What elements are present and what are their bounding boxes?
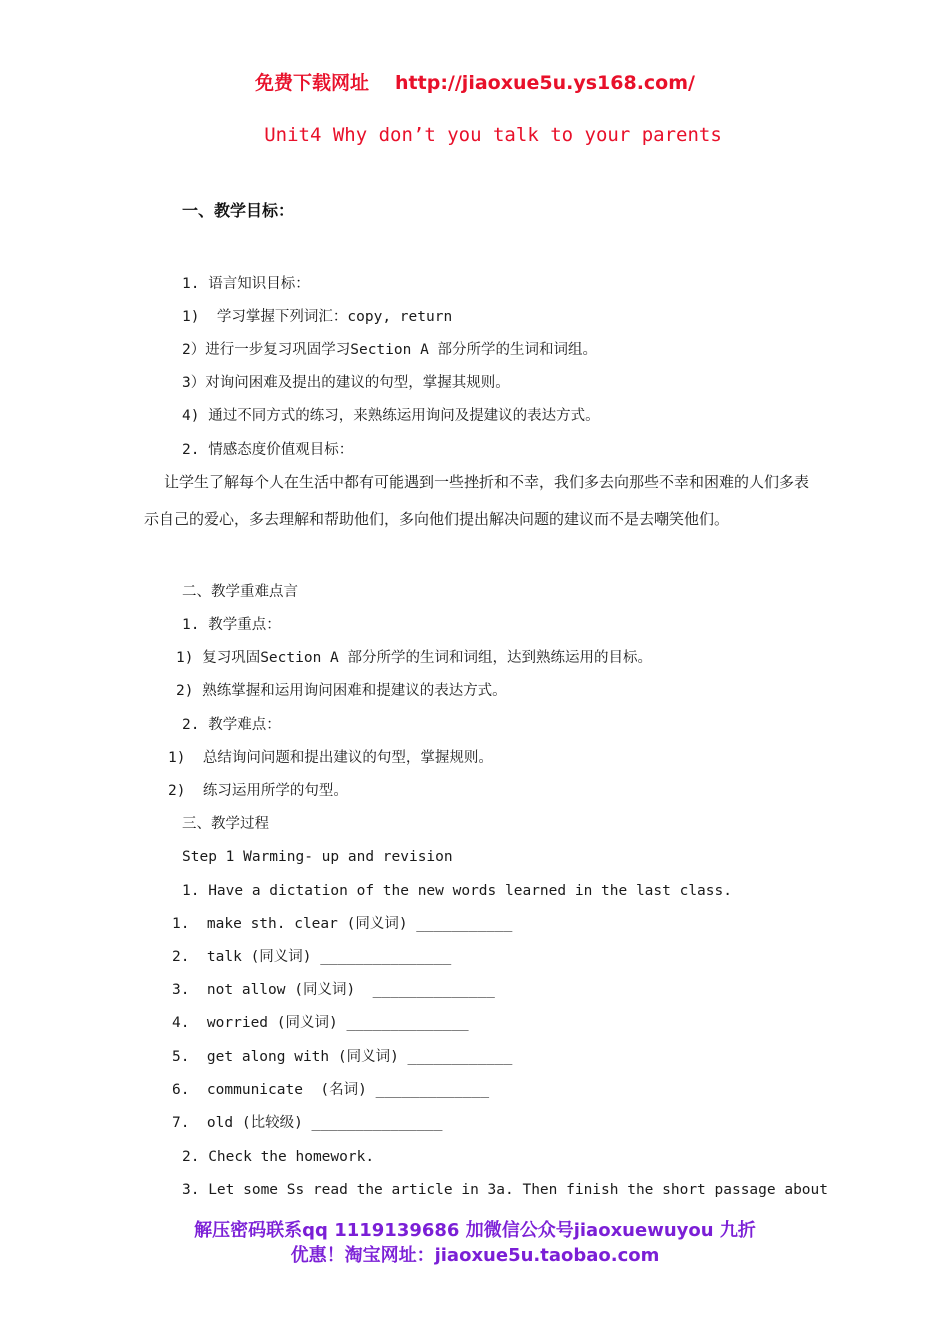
objective-emotion: 2. 情感态度价值观目标： [182,442,354,458]
difficult-point-1: 1) 总结询问问题和提出建议的句型，掌握规则。 [168,750,493,766]
section-heading-key-points: 二、教学重难点言 [182,584,298,600]
download-url-link[interactable]: http://jiaoxue5u.ys168.com/ [395,72,695,94]
objective-item-4: 4) 通过不同方式的练习，来熟练运用询问及提建议的表达方式。 [182,408,600,424]
task-dictation: 1. Have a dictation of the new words learned in the last class. [182,883,732,899]
dictation-item: 1. make sth. clear (同义词) ___________ [172,916,513,932]
objective-language-knowledge: 1. 语言知识目标： [182,276,310,292]
objective-item-2: 2）进行一步复习巩固学习Section A 部分所学的生词和词组。 [182,342,598,358]
dictation-item: 4. worried (同义词) ______________ [172,1015,469,1031]
key-points-label: 1. 教学重点： [182,617,281,633]
task-read-article: 3. Let some Ss read the article in 3a. Then finish the short passage about [182,1182,829,1198]
objective-item-1: 1) 学习掌握下列词汇：copy, return [182,309,453,325]
footer-line-2: 优惠！淘宝网址：jiaoxue5u.taobao.com [290,1245,660,1266]
section-heading-objectives: 一、教学目标： [182,201,295,220]
dictation-item: 2. talk (同义词) _______________ [172,949,452,965]
dictation-item: 7. old (比较级) _______________ [172,1115,443,1131]
dictation-item: 6. communicate (名词) _____________ [172,1082,490,1098]
key-point-1: 1) 复习巩固Section A 部分所学的生词和词组，达到熟练运用的目标。 [176,650,652,666]
key-point-2: 2) 熟练掌握和运用询问困难和提建议的表达方式。 [176,683,507,699]
download-header [0,68,950,95]
objective-item-3: 3）对询问困难及提出的建议的句型，掌握其规则。 [182,375,510,391]
section-heading-process: 三、教学过程 [182,816,269,832]
page-title: Unit4 Why don’t you talk to your parents [264,124,722,146]
dictation-item: 5. get along with (同义词) ____________ [172,1049,513,1065]
contact-footer [0,1218,950,1268]
footer-line-1: 解压密码联系qq 1119139686 加微信公众号jiaoxuewuyou 九折 [194,1220,756,1241]
emotion-paragraph: 让学生了解每个人在生活中都有可能遇到一些挫折和不幸，我们多去向那些不幸和困难的人们多表示自己的爱心，多去理解和帮助他们，多向他们提出解决问题的建议而不是去嘲笑他们。 [144,473,810,528]
difficult-points-label: 2. 教学难点： [182,717,281,733]
step-1-title: Step 1 Warming- up and revision [182,849,453,865]
dictation-item: 3. not allow (同义词) ______________ [172,982,495,998]
difficult-point-2: 2) 练习运用所学的句型。 [168,783,348,799]
task-check-homework: 2. Check the homework. [182,1149,375,1165]
download-label: 免费下载网址 [255,72,370,94]
